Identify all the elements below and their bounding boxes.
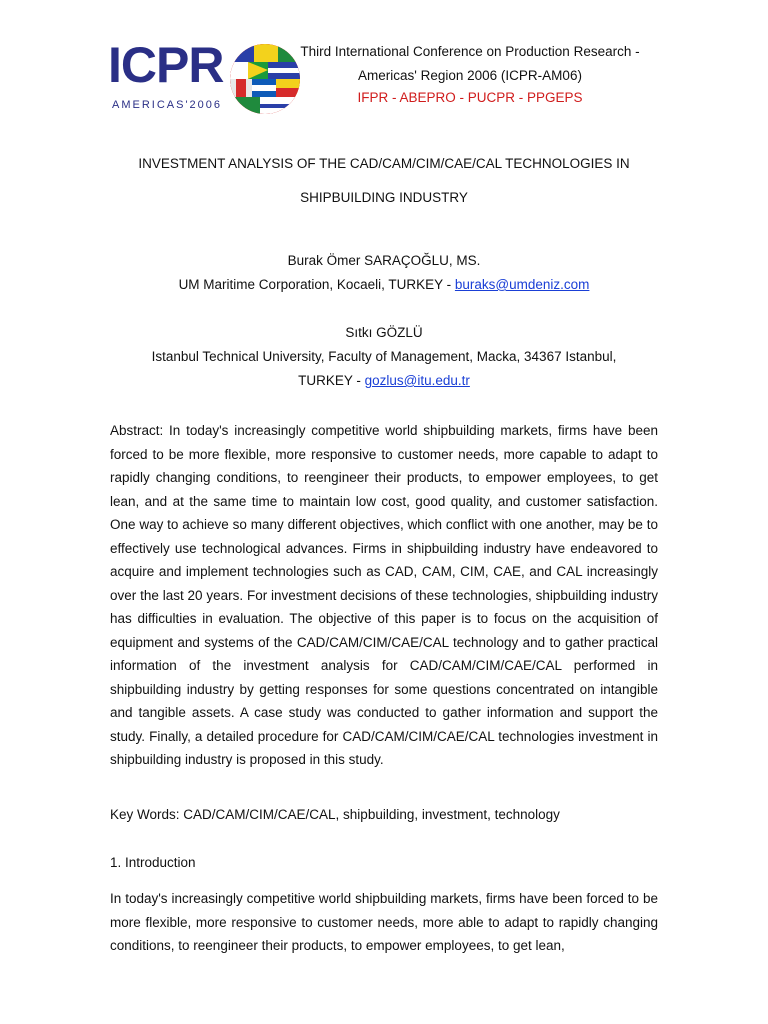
author-1-affiliation xyxy=(60,277,708,292)
author-2-affiliation-line-2 xyxy=(60,373,708,388)
paper-title-line-2: SHIPBUILDING INDUSTRY xyxy=(300,190,468,205)
paper-title-line-1: INVESTMENT ANALYSIS OF THE CAD/CAM/CIM/CAE/CAL TECHNOLOGIES IN xyxy=(138,156,630,171)
conference-line-2: Americas' Region 2006 (ICPR-AM06) xyxy=(358,68,582,83)
author-1-name: Burak Ömer SARAÇOĞLU, MS. xyxy=(287,253,481,268)
logo-text: ICPR xyxy=(108,37,224,93)
keywords-text: CAD/CAM/CIM/CAE/CAL, shipbuilding, investment, technology xyxy=(179,807,560,822)
author-1-email-link[interactable]: buraks@umdeniz.com xyxy=(454,277,590,292)
author-1-affiliation-text: UM Maritime Corporation, Kocaeli, TURKEY - xyxy=(178,277,455,292)
author-2-name: Sıtkı GÖZLÜ xyxy=(345,325,423,340)
author-2-affiliation-text: TURKEY - xyxy=(298,373,365,388)
logo-subtext: AMERICAS'2006 xyxy=(112,99,223,111)
abstract-text: In today's increasingly competitive world shipbuilding markets, firms have been forced to be more flexible, more responsive to customer needs, more capable to adapt to rapidly changing conditions, to reengineer their products, to empower employees, to get lean, and at the same time to maintain low cost, good quality, and customer satisfaction. One way to achieve so many different objectives, which conflict with one another, may be to effectively use technological advances. Firms in shipbuilding industry have endeavored to acquire and implement technologies such as CAD, CAM, CIM, CAE, and CAL increasingly over the last 20 years. For investment decisions of these technologies, shipbuilding industry has difficulties in evaluation. The objective of this paper is to focus on the acquisition of equipment and systems of the CAD/CAM/CIM/CAE/CAL technology and to gather practical information of the investment analysis for CAD/CAM/CIM/CAE/CAL performed in shipbuilding industry by getting responses for some questions concentrated on intangible and tangible assets. A case study was conducted to gather information and support the study. Finally, a detailed procedure for CAD/CAM/CIM/CAE/CAL technologies investment in shipbuilding industry is proposed in this study. xyxy=(110,423,658,767)
flag-globe-icon xyxy=(230,44,300,114)
introduction-paragraph: In today's increasingly competitive world shipbuilding markets, firms have been forced to be more flexible, more responsive to customer needs, more able to adapt to rapidly changing conditions, to reengineer their products, to empower employees, to get lean, xyxy=(110,891,658,953)
abstract-label: Abstract: xyxy=(110,423,164,438)
abstract-paragraph xyxy=(110,419,658,772)
introduction-heading: 1. Introduction xyxy=(110,855,196,870)
keywords-line xyxy=(110,803,658,827)
keywords-label: Key Words: xyxy=(110,807,180,822)
author-2-email-link[interactable]: gozlus@itu.edu.tr xyxy=(364,373,470,388)
icpr-logo xyxy=(108,37,298,122)
author-2-affiliation-line-1: Istanbul Technical University, Faculty of Management, Macka, 34367 Istanbul, xyxy=(151,349,617,364)
conference-organizers: IFPR - ABEPRO - PUCPR - PPGEPS xyxy=(357,90,583,105)
conference-line-1: Third International Conference on Production Research - xyxy=(300,44,640,59)
